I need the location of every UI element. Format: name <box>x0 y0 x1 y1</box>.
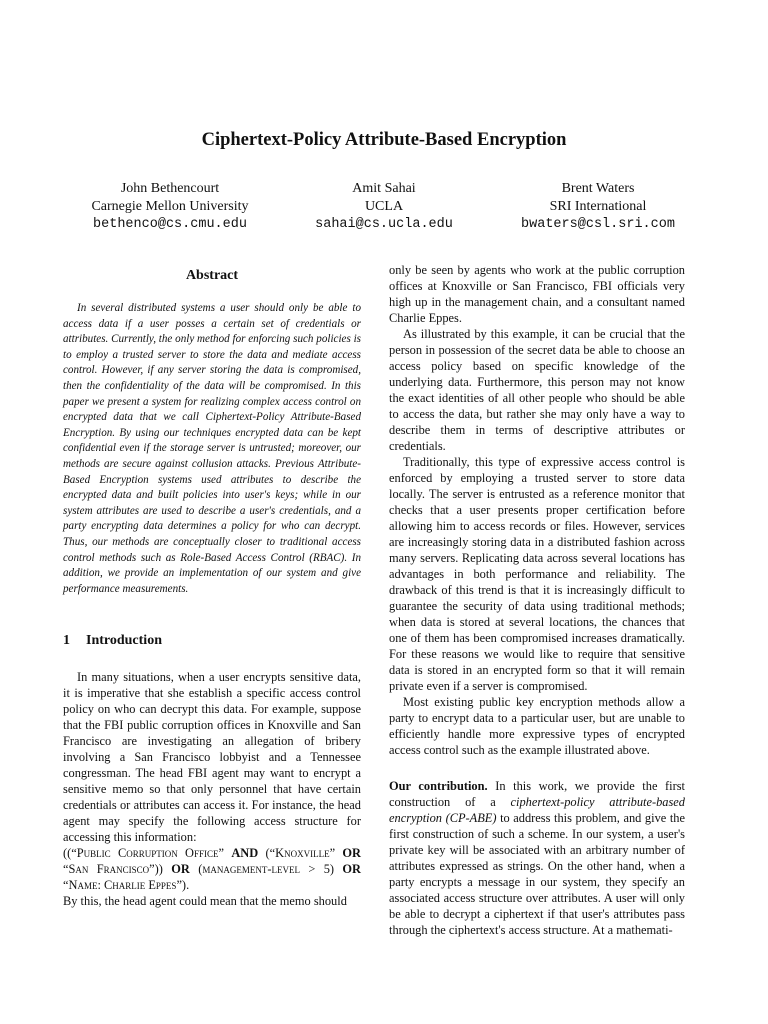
author-block <box>284 180 484 234</box>
intro-paragraph: By this, the head agent could mean that the memo should <box>63 894 347 909</box>
author-affiliation: UCLA <box>364 199 404 214</box>
policy-text: ( <box>189 862 203 877</box>
policy-text: ”). <box>176 878 190 893</box>
author-name: Amit Sahai <box>352 181 416 196</box>
author-block <box>498 180 698 234</box>
left-column <box>63 268 361 909</box>
author-affiliation: SRI International <box>549 199 647 214</box>
policy-text: ” <box>218 846 232 861</box>
section-title: Introduction <box>86 633 162 649</box>
policy-text: > 5) <box>300 862 343 877</box>
author-affiliation: Carnegie Mellon University <box>91 199 249 214</box>
access-policy <box>63 845 361 893</box>
author-name: John Bethencourt <box>120 181 220 196</box>
contribution-paragraph <box>389 778 685 938</box>
policy-attribute: Name: Charlie Eppes <box>68 878 177 893</box>
policy-text: “ <box>63 862 69 877</box>
intro-paragraph: In many situations, when a user encrypts sensitive data, it is imperative that she establish a specific access control policy on who can decrypt this data. For example, suppose that the FBI public corruption offices in Knoxville and San Francisco are investigating an allegation of bribery involving a San Francisco lobbyist and a Tennessee congressman. The head FBI agent may want to encrypt a sensitive memo so that only personnel that have certain credentials or attributes can access it. For instance, the head agent may specify the following access structure for accessing this information: <box>63 670 361 845</box>
policy-operator: OR <box>171 862 190 877</box>
policy-operator: AND <box>231 846 259 861</box>
author-email: bwaters@csl.sri.com <box>521 217 675 232</box>
author-name: Brent Waters <box>561 181 635 196</box>
policy-text: “ <box>63 878 69 893</box>
policy-attribute: San Francisco <box>68 862 150 877</box>
body-paragraph: Most existing public key encryption methods allow a party to encrypt data to a particular user, but are unable to efficiently handle more expressive types of encrypted access control such as the example illustrated above. <box>389 695 685 757</box>
author-email: bethenco@cs.cmu.edu <box>93 217 247 232</box>
policy-text: ”)) <box>149 862 172 877</box>
policy-text: (“ <box>258 846 276 861</box>
abstract-text: In several distributed systems a user should only be able to access data if a user posses a certain set of credentials or attributes. Currently, the only method for enforcing such policies is to employ a trusted server to store the data and mediate access control. However, if any server storing the data is compromised, then the confidentiality of the data will be compromised. In this paper we present a system for realizing complex access control on encrypted data that we call Ciphertext-Policy Attribute-Based Encryption. By using our techniques encrypted data can be kept confidential even if the storage server is untrusted; moreover, our methods are secure against collusion attacks. Previous Attribute-Based Encryption systems used attributes to describe the encrypted data and built policies into user's keys; while in our system attributes are used to describe a user's credentials, and a party encrypting data determines a policy for who can decrypt. Thus, our methods are conceptually closer to traditional access control methods such as Role-Based Access Control (RBAC). In addition, we provide an implementation of our system and give performance measurements. <box>63 302 361 595</box>
right-column <box>389 262 685 938</box>
policy-attribute: management-level <box>202 862 300 877</box>
emphasized-term: ciphertext-policy attribute-based encryption (CP-ABE) <box>389 795 685 825</box>
policy-operator: OR <box>342 846 362 861</box>
paragraph-text: to address this problem, and give the first construction of such a scheme. In our system, a user's private key will be associated with an arbitrary number of attributes expressed as strings. On the other hand, when a party encrypts a message in our system, they specify an associated access structure over attributes. A user will only be able to decrypt a ciphertext if that user's attributes pass through the ciphertext's access structure. At a mathemati- <box>389 811 685 937</box>
author-list <box>70 180 698 234</box>
body-paragraph: As illustrated by this example, it can be crucial that the person in possession of the secret data be able to choose an access policy based on specific knowledge of the underlying data. Furthermore, this person may not know the exact identities of all other people who should be able to access the data, but rather she may only have a way to describe them in terms of descriptive attributes or credentials. <box>389 327 685 453</box>
body-paragraph: Traditionally, this type of expressive access control is enforced by employing a trusted server to store data locally. The server is entrusted as a reference monitor that checks that a user presents proper certification before allowing him to access records or files. However, services are increasingly storing data in a distributed fashion across many servers. Replicating data across several locations has advantages in both performance and reliability. The drawback of this trend is that it is increasingly difficult to guarantee the security of data using traditional methods; when data is stored at several locations, the chances that one of them has been compromised increases dramatically. For these reasons we would like to require that sensitive data is stored in an encrypted form so that it will remain private even if a server is compromised. <box>389 455 685 693</box>
policy-operator: OR <box>342 862 361 877</box>
section-heading <box>63 633 361 649</box>
paragraph-lead: Our contribution. <box>389 779 488 793</box>
paper-title: Ciphertext-Policy Attribute-Based Encryption <box>201 130 567 150</box>
body-paragraph: only be seen by agents who work at the public corruption offices at Knoxville or San Francisco, FBI officials very high up in the management chain, and a consultant named Charlie Eppes. <box>389 263 685 325</box>
policy-text: ((“ <box>63 846 77 861</box>
abstract-heading: Abstract <box>185 268 239 283</box>
author-email: sahai@cs.ucla.edu <box>315 217 453 232</box>
author-block <box>70 180 270 234</box>
policy-attribute: Public Corruption Office <box>76 846 219 861</box>
section-number: 1 <box>63 633 70 649</box>
policy-attribute: Knoxville <box>275 846 330 861</box>
paragraph-text: In this work, we provide the first construction of a <box>389 779 686 809</box>
policy-text: ” <box>329 846 343 861</box>
